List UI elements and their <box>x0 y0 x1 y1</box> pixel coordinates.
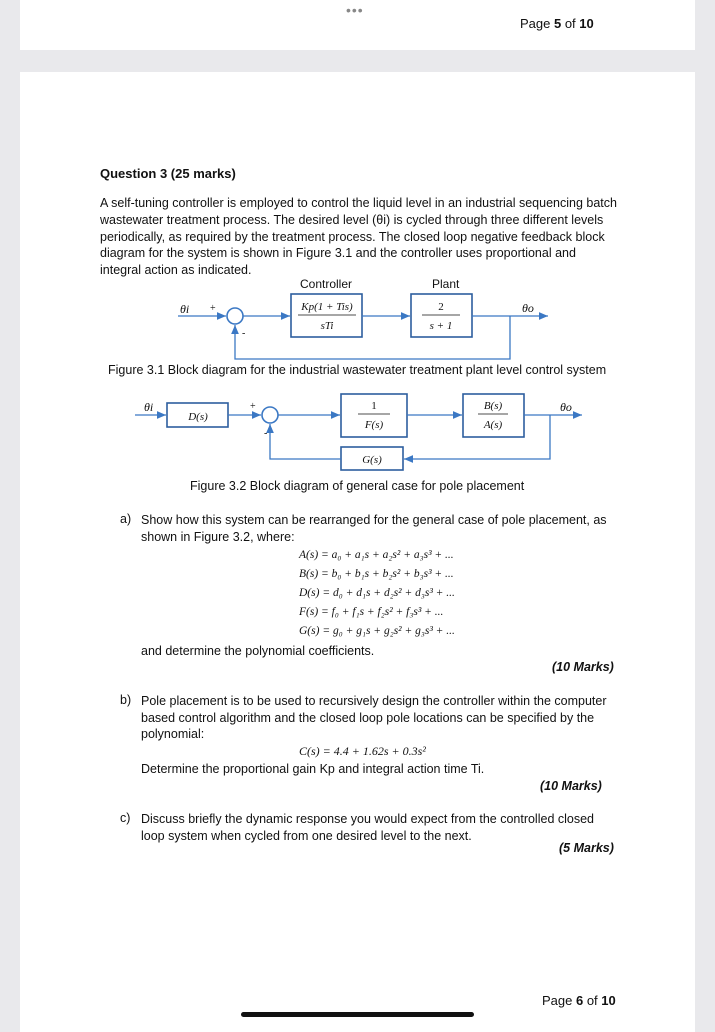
plus-sign: + <box>250 401 256 412</box>
g-block-label: G(s) <box>362 454 382 466</box>
equation-a: A(s) = a₀ + a₁s + a₂s² + a₃s³ + ... <box>299 549 454 561</box>
plant-denominator: s + 1 <box>429 320 453 332</box>
page-current: 5 <box>553 16 562 31</box>
figure-3-1-diagram <box>170 276 570 366</box>
part-b-text: Pole placement is to be used to recursively design the controller within the computer based control algorithm and the closed loop pole locations can be specified by the polynomial: <box>141 694 607 741</box>
plant-label: Plant <box>432 277 460 291</box>
part-a-label: a) <box>120 512 132 526</box>
equation-g: G(s) = g₀ + g₁s + g₂s² + g₃s³ + ... <box>299 625 455 637</box>
plus-sign: + <box>210 303 216 314</box>
page-current: 6 <box>575 993 584 1008</box>
question-intro: A self-tuning controller is employed to control the liquid level in an industrial sequencing batch wastewater treatment process. The desired level (θi) is cycled through three different levels periodically, as required by the treatment process. The closed loop negative feedback block diagram for the system is shown in Figure 3.1 and the controller uses proportional and integral action as indicated. <box>100 196 617 278</box>
equation-c: C(s) = 4.4 + 1.62s + 0.3s² <box>299 744 426 758</box>
controller-denominator: sTi <box>320 320 334 332</box>
page-total: 10 <box>579 16 594 31</box>
b-numerator: B(s) <box>483 400 503 412</box>
plant-numerator: 2 <box>438 301 444 313</box>
equation-b: B(s) = b₀ + b₁s + b₂s² + b₃s³ + ... <box>299 568 454 580</box>
part-a-marks: (10 Marks) <box>552 660 614 674</box>
part-c-label: c) <box>120 811 131 825</box>
f-block-denominator: F(s) <box>364 419 384 431</box>
equation-d: D(s) = d₀ + d₁s + d₂s² + d₃s³ + ... <box>299 587 455 599</box>
equation-f: F(s) = f₀ + f₁s + f₂s² + f₃s³ + ... <box>299 606 444 618</box>
bottom-page-number <box>542 993 616 1008</box>
input-theta-i: θi <box>180 302 190 316</box>
part-b-marks: (10 Marks) <box>540 779 602 793</box>
figure-3-1-caption: Figure 3.1 Block diagram for the industrial wastewater treatment plant level control system <box>108 363 607 377</box>
page-total: 10 <box>601 993 616 1008</box>
part-b-determine: Determine the proportional gain Kp and integral action time Ti. <box>141 762 485 776</box>
top-page-number <box>520 16 594 31</box>
page-of: of <box>561 16 580 31</box>
output-theta-o: θo <box>522 301 534 315</box>
d-block-label: D(s) <box>188 411 208 423</box>
page-label: Page <box>520 16 554 31</box>
page-of: of <box>583 993 602 1008</box>
a-denominator: A(s) <box>483 419 503 431</box>
home-indicator[interactable] <box>241 1012 474 1017</box>
g-feedback-arrow <box>270 424 341 459</box>
minus-sign: - <box>242 328 246 339</box>
part-a-after: and determine the polynomial coefficients. <box>141 644 375 658</box>
controller-label: Controller <box>300 277 353 291</box>
f-block-numerator: 1 <box>371 400 377 412</box>
part-b-label: b) <box>120 693 132 707</box>
part-c-text: Discuss briefly the dynamic response you would expect from the controlled closed loop system when cycled from one desired level to the next. <box>141 812 594 843</box>
page-label: Page <box>542 993 576 1008</box>
summing-junction <box>227 308 243 324</box>
question-title: Question 3 (25 marks) <box>100 166 236 181</box>
input-theta-i: θi <box>144 400 154 414</box>
controller-numerator: Kp(1 + Tis) <box>301 301 353 313</box>
summing-junction <box>262 407 278 423</box>
figure-3-2-diagram <box>130 390 590 480</box>
more-options-icon[interactable]: ••• <box>346 2 364 18</box>
minus-sign: - <box>264 428 268 439</box>
output-theta-o: θo <box>560 400 572 414</box>
part-c-marks: (5 Marks) <box>559 841 614 855</box>
figure-3-2-caption: Figure 3.2 Block diagram of general case for pole placement <box>190 479 525 493</box>
part-a-text: Show how this system can be rearranged for the general case of pole placement, as shown in Figure 3.2, where: <box>141 513 607 544</box>
